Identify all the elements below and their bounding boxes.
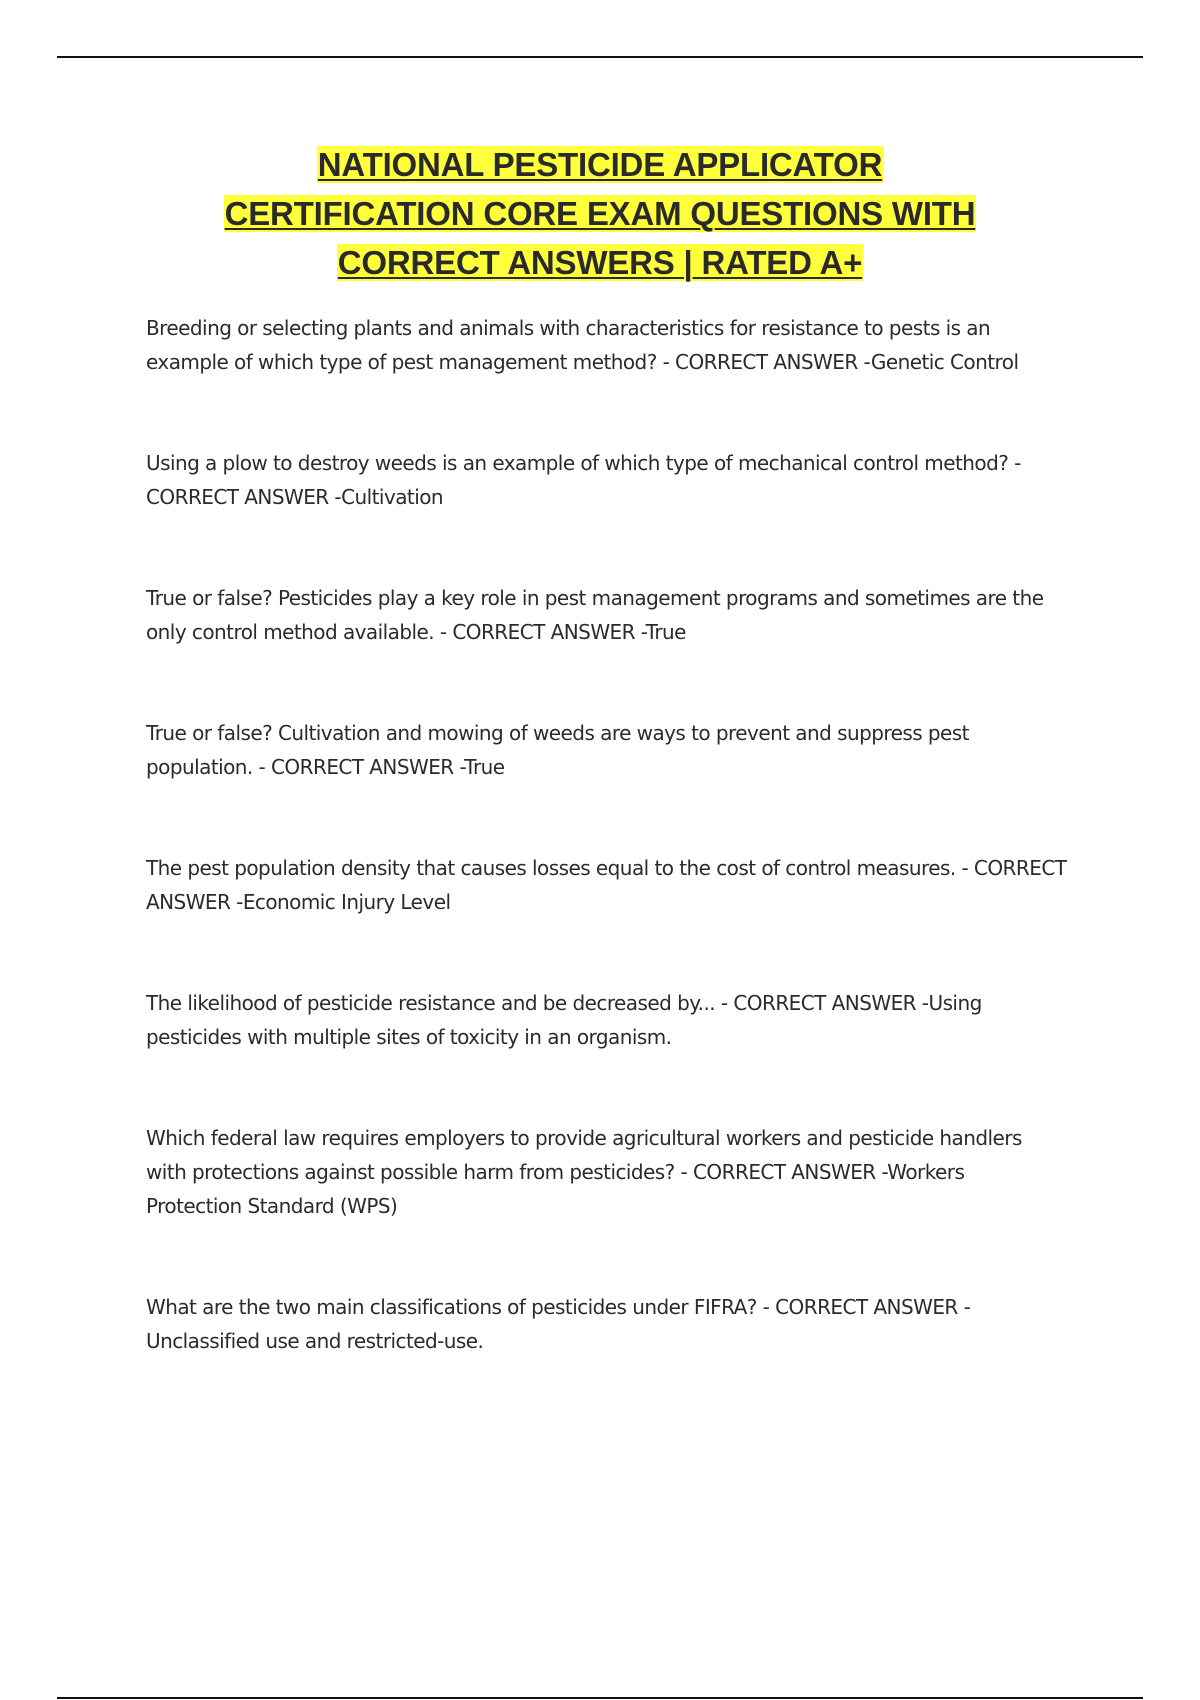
qa-line: Unclassified use and restricted-use. [146, 1329, 484, 1353]
qa-line: example of which type of pest management method? - CORRECT ANSWER -Genetic Control [146, 350, 1019, 374]
qa-line: The pest population density that causes losses equal to the cost of control measures. - CORRECT [146, 856, 1067, 880]
qa-line: with protections against possible harm from pesticides? - CORRECT ANSWER -Workers [146, 1160, 965, 1184]
qa-item [146, 311, 1096, 379]
qa-line: population. - CORRECT ANSWER -True [146, 755, 505, 779]
qa-line: CORRECT ANSWER -Cultivation [146, 485, 444, 509]
qa-line: The likelihood of pesticide resistance and be decreased by... - CORRECT ANSWER -Using [146, 991, 982, 1015]
qa-line: ANSWER -Economic Injury Level [146, 890, 451, 914]
qa-line: True or false? Pesticides play a key role in pest management programs and sometimes are the [146, 586, 1044, 610]
qa-item [146, 1121, 1096, 1223]
qa-item [146, 1290, 1096, 1358]
title-line: NATIONAL PESTICIDE APPLICATOR [317, 146, 883, 183]
title-line: CORRECT ANSWERS | RATED A+ [337, 244, 863, 281]
qa-line: pesticides with multiple sites of toxicity in an organism. [146, 1025, 672, 1049]
qa-line: only control method available. - CORRECT ANSWER -True [146, 620, 686, 644]
qa-item [146, 986, 1096, 1054]
qa-line: Using a plow to destroy weeds is an example of which type of mechanical control method? - [146, 451, 1021, 475]
bottom-rule [57, 1697, 1143, 1699]
qa-line: Breeding or selecting plants and animals with characteristics for resistance to pests is an [146, 316, 991, 340]
question-answer-list [146, 311, 1096, 1358]
qa-line: True or false? Cultivation and mowing of weeds are ways to prevent and suppress pest [146, 721, 969, 745]
qa-line: What are the two main classifications of pesticides under FIFRA? - CORRECT ANSWER - [146, 1295, 971, 1319]
title-line: CERTIFICATION CORE EXAM QUESTIONS WITH [224, 195, 976, 232]
qa-line: Which federal law requires employers to provide agricultural workers and pesticide handlers [146, 1126, 1022, 1150]
document-title [100, 144, 1100, 291]
qa-item [146, 851, 1096, 919]
qa-item [146, 716, 1096, 784]
qa-item [146, 446, 1096, 514]
qa-item [146, 581, 1096, 649]
top-rule [57, 56, 1143, 58]
qa-line: Protection Standard (WPS) [146, 1194, 398, 1218]
